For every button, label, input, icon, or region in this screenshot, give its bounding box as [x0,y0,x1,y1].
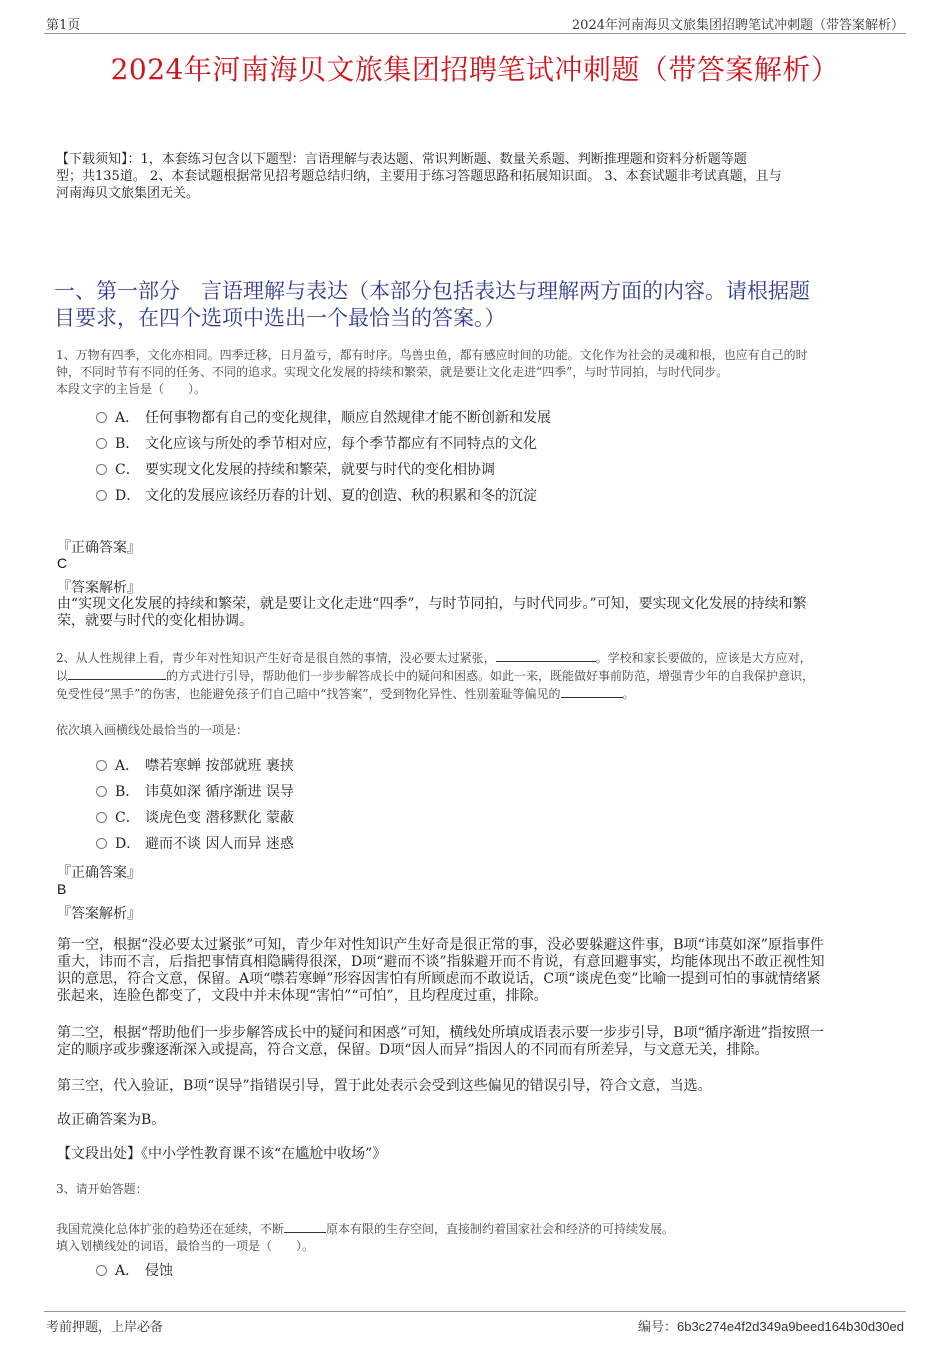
notice-line: 河南海贝文旅集团无关。 [56,186,200,201]
radio-icon[interactable] [96,838,107,849]
section-heading: 一、第一部分 言语理解与表达（本部分包括表达与理解两方面的内容。请根据题 目要求，在四个选项中选出一个最恰当的答案。） [54,279,810,330]
blank-3 [561,685,623,698]
q2-option-d[interactable]: D． 避而不谈 因人而异 迷惑 [96,834,294,854]
download-notice [56,151,916,202]
q2-source: 【文段出处】《中小学性教育课不该“在尴尬中收场”》 [57,1146,387,1162]
header-divider [44,33,906,34]
q1-analysis: 由“实现文化发展的持续和繁荣，就是要让文化走进“四季”，与时节同拍，与时代同步。”可知，要实现文化发展的持续和繁 荣，就要与时代的变化相协调。 [57,596,807,629]
q3-option-a[interactable]: A． 侵蚀 [96,1261,173,1281]
radio-icon[interactable] [96,490,107,501]
question-3-heading: 3、请开始答题： [56,1182,148,1196]
q1-answer-heading: 『正确答案』 [57,540,141,556]
blank-2 [68,667,166,680]
q2-option-b[interactable]: B． 讳莫如深 循序渐进 误导 [96,782,294,802]
q2-conclusion: 故正确答案为B。 [57,1112,166,1128]
notice-line: 【下载须知】：1，本套练习包含以下题型：言语理解与表达题、常识判断题、数量关系题、判断推理题和资料分析题等题 [56,152,747,167]
q1-answer: C [57,555,68,571]
q1-option-a[interactable]: A． 任何事物都有自己的变化规律，顺应自然规律才能不断创新和发展 [96,408,551,428]
question-1-stem: 1、万物有四季，文化亦相同。四季迁移，日月盈亏，都有时序。鸟兽虫鱼，都有感应时间的功能。文化作为社会的灵魂和根，也应有自己的时 钟，不同时节有不同的任务、不同的追求。实现文化发展的持续和繁荣，就是要让文化走进“四季”，与时节同拍，与时代同步。 本段文字的主旨是（ ）。 [56,348,808,396]
radio-icon[interactable] [96,438,107,449]
q2-analysis-paragraph-1: 第一空，根据“没必要太过紧张”可知，青少年对性知识产生好奇是很正常的事，没必要躲避这件事，B项“讳莫如深”原指事件 重大，讳而不言，后指把事情真相隐瞒得很深，D项“避而不谈”指躲避开而不肯说，有意回避事实，均能体现出不敢正视性知 识的意思，符合文意，保留。A项“噤若寒蝉”形容因害怕有所顾虑而不敢说话，C项“谈虎色变”比喻一提到可怕的事就情绪紧 张起来，连脸色都变了，文段中并未体现“害怕”“可怕”，且均程度过重，排除。 [57,937,825,1004]
notice-line: 型；共135道。 2、本套试题根据常见招考题总结归纳，主要用于练习答题思路和拓展知识面。 3、本套试题非考试真题，且与 [56,169,782,184]
page-number: 第1页 [46,18,81,33]
q1-analysis-heading: 『答案解析』 [57,580,141,596]
radio-icon[interactable] [96,812,107,823]
q2-analysis-heading: 『答案解析』 [57,906,141,922]
question-2-stem: 2、从人性规律上看，青少年对性知识产生好奇是很自然的事情，没必要太过紧张， 。学校和家长要做的，应该是大方应对， 以 的方式进行引导，帮助他们一步步解答成长中的疑问和困惑。如此一来，既能做好事前防范，增强青少年的自我保护意识， 免受性侵“黑手”的伤害，也能避免孩子们自己暗中“找答案”，受到物化异性、性别羞耻等偏见的 。 [56,651,815,701]
q2-prompt: 依次填入画横线处最恰当的一项是： [56,723,249,737]
radio-icon[interactable] [96,1265,107,1276]
footer-slogan: 考前押题，上岸必备 [46,1320,164,1335]
radio-icon[interactable] [96,464,107,475]
footer-divider [44,1311,906,1312]
blank-1 [496,649,596,662]
radio-icon[interactable] [96,412,107,423]
q1-option-c[interactable]: C． 要实现文化发展的持续和繁荣，就要与时代的变化相协调 [96,460,495,480]
q2-option-c[interactable]: C． 谈虎色变 潜移默化 蒙蔽 [96,808,294,828]
q1-option-b[interactable]: B． 文化应该与所处的季节相对应，每个季节都应有不同特点的文化 [96,434,537,454]
q2-option-a[interactable]: A． 噤若寒蝉 按部就班 裹挟 [96,756,294,776]
q2-answer: B [57,881,67,897]
q2-analysis-paragraph-3: 第三空，代入验证，B项“误导”指错误引导，置于此处表示会受到这些偏见的错误引导，符合文意，当选。 [57,1078,712,1094]
radio-icon[interactable] [96,760,107,771]
radio-icon[interactable] [96,786,107,797]
header-doc-title: 2024年河南海贝文旅集团招聘笔试冲刺题（带答案解析） [571,18,904,33]
footer-code: 编号：6b3c274e4f2d349a9beed164b30d30ed [637,1319,904,1335]
page-title: 2024年河南海贝文旅集团招聘笔试冲刺题（带答案解析） [110,53,840,86]
q2-analysis-paragraph-2: 第二空，根据“帮助他们一步步解答成长中的疑问和困惑”可知，横线处所填成语表示要一步步引导，B项“循序渐进”指按照一 定的顺序或步骤逐渐深入或提高，符合文意，保留。D项“因人而异”指因人的不同而有所差异，与文意无关，排除。 [57,1025,824,1058]
q2-answer-heading: 『正确答案』 [57,865,141,881]
question-3-stem: 我国荒漠化总体扩张的趋势还在延续，不断 原本有限的生存空间，直接制约着国家社会和经济的可持续发展。 填入划横线处的词语，最恰当的一项是（ ）。 [56,1222,675,1253]
blank-1 [284,1220,326,1233]
q1-option-d[interactable]: D． 文化的发展应该经历春的计划、夏的创造、秋的积累和冬的沉淀 [96,486,537,506]
